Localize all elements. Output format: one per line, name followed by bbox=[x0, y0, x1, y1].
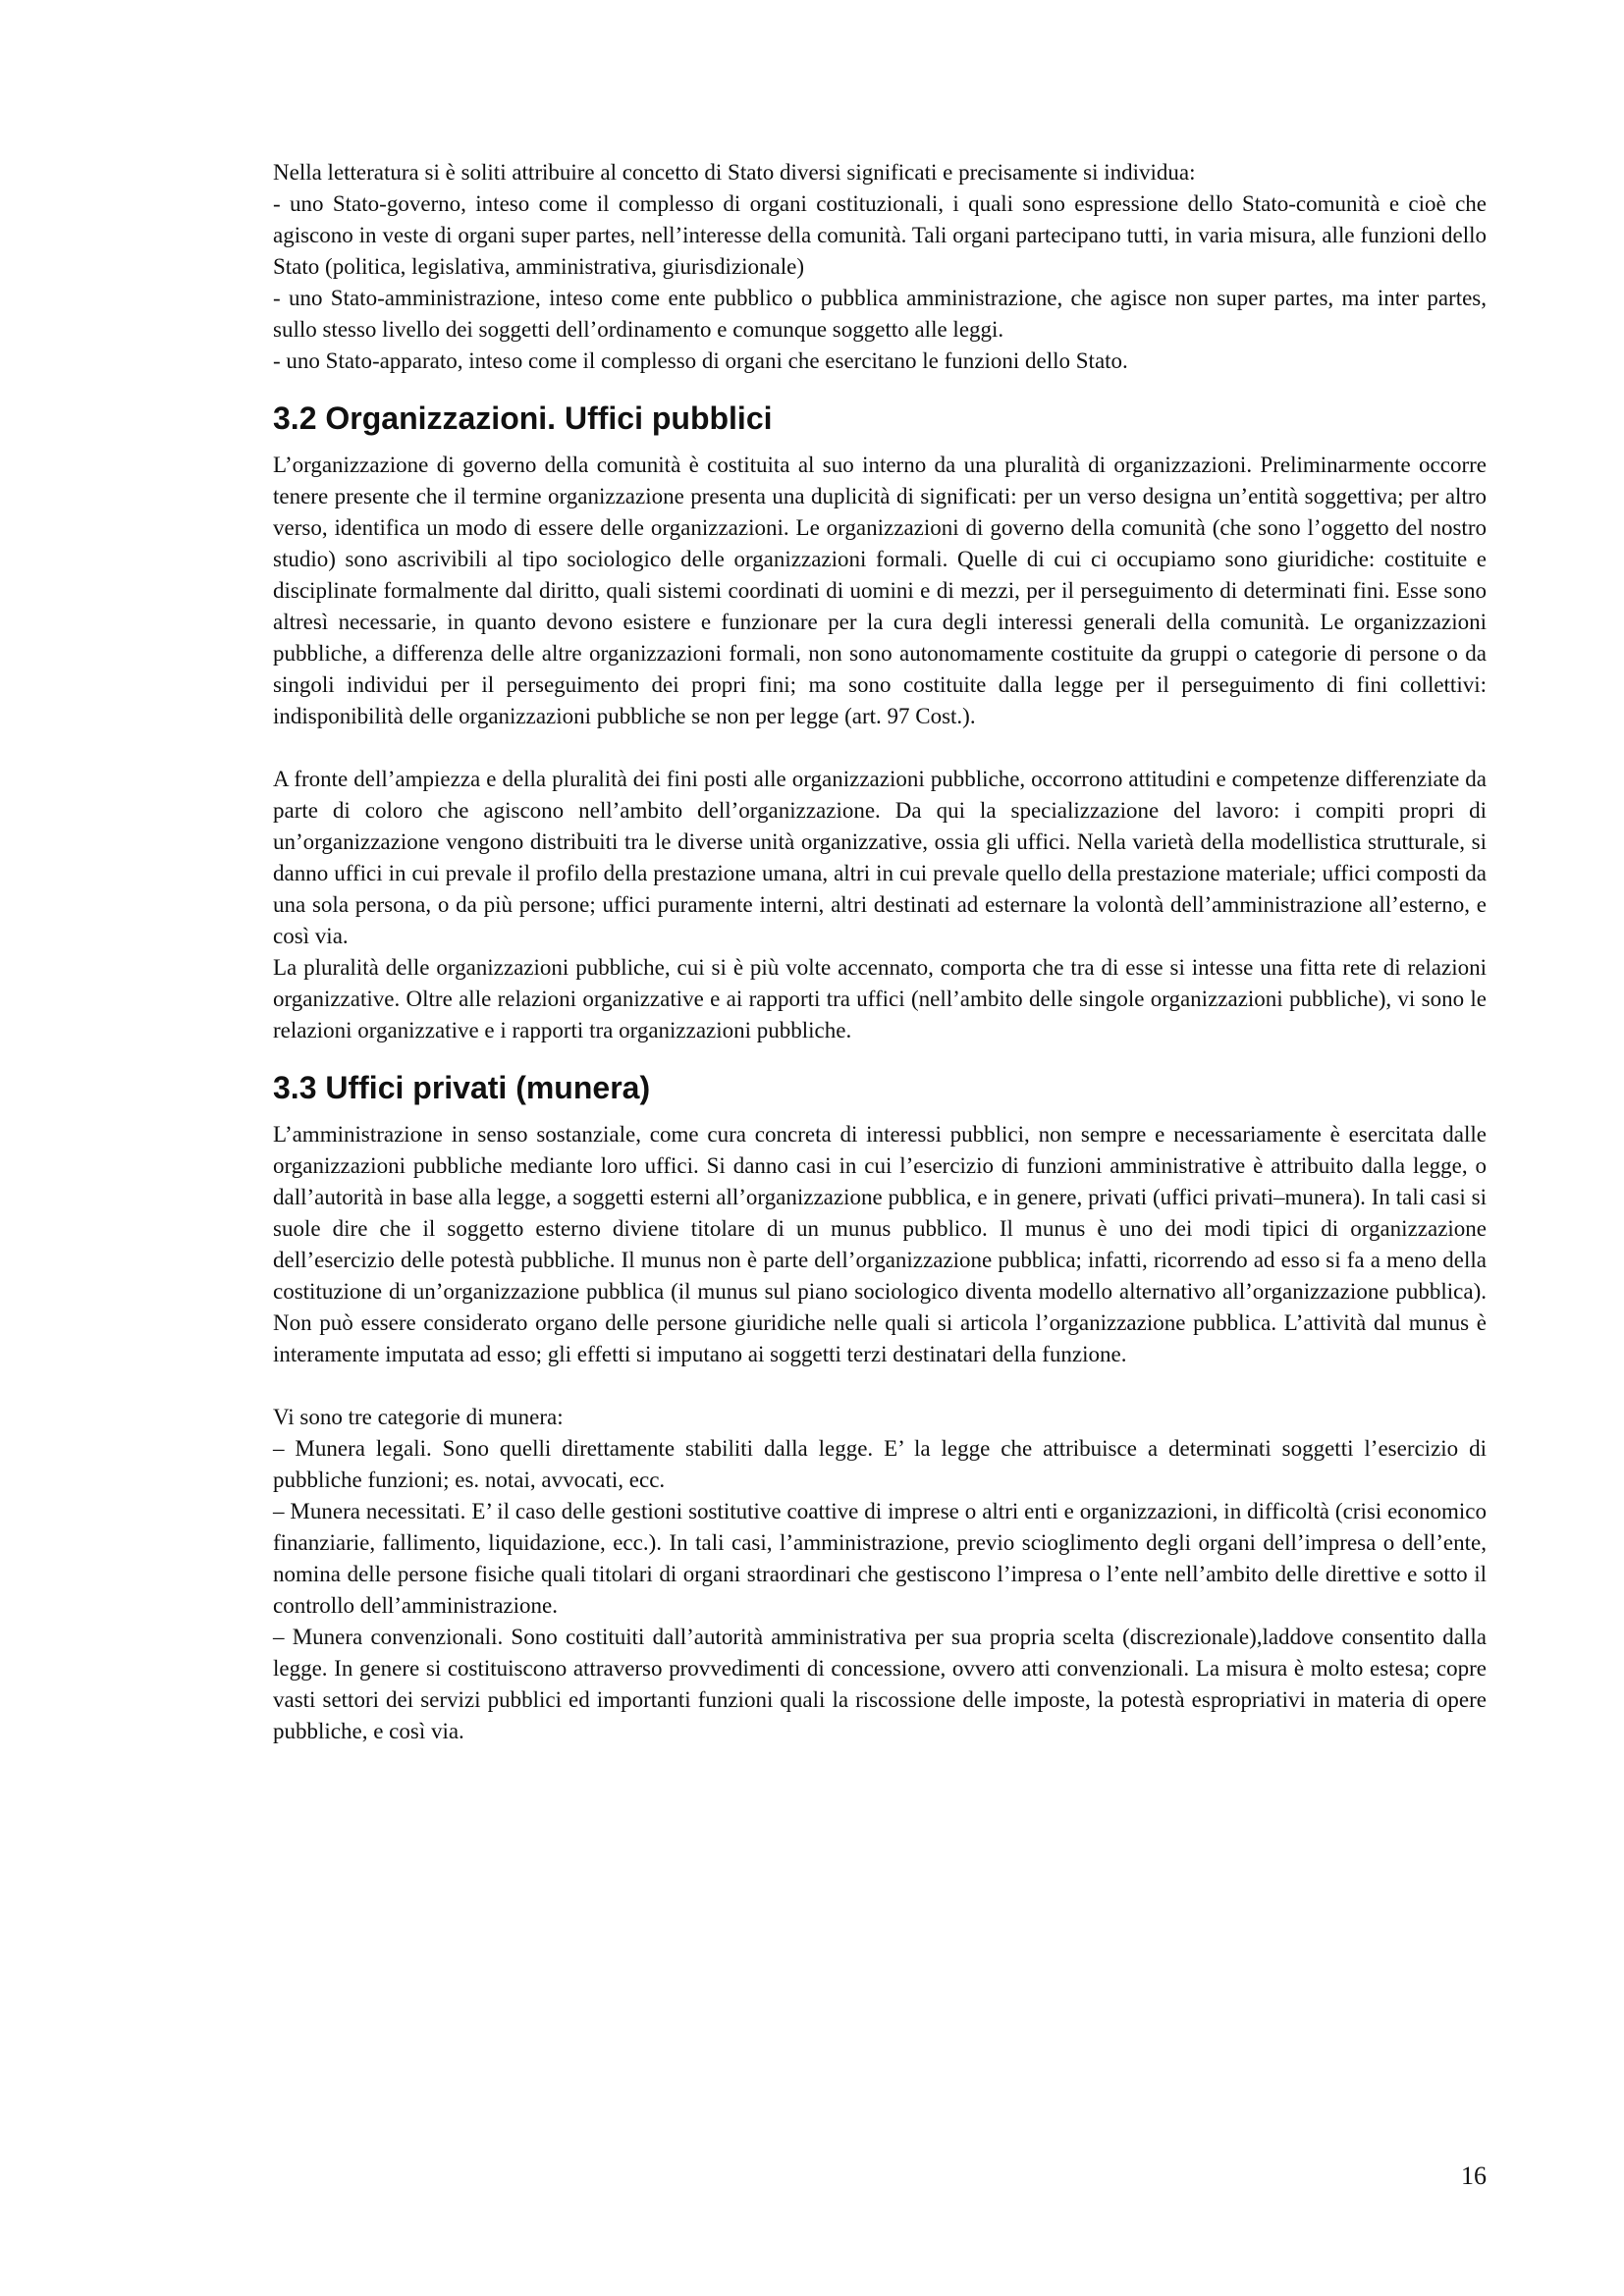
document-page bbox=[273, 157, 1487, 1747]
section-3-2-paragraph-2: A fronte dell’ampiezza e della pluralità dei fini posti alle organizzazioni pubbliche, occorrono attitudini e competenze differenziate da parte di coloro che agiscono nell’ambito dell’organizzazione. Da qui la specializzazione del lavoro: i compiti propri di un’organizzazione vengono distribuiti tra le diverse unità organizzative, ossia gli uffici. Nella varietà della modellistica strutturale, si danno uffici in cui prevale il profilo della prestazione umana, altri in cui prevale quello della prestazione materiale; uffici composti da una sola persona, o da più persone; uffici puramente interni, altri destinati ad esternare la volontà dell’amministrazione all’esterno, e così via. bbox=[273, 767, 1487, 948]
list-item-munera-necessitati: – Munera necessitati. E’ il caso delle gestioni sostitutive coattive di imprese o altri enti e organizzazioni, in difficoltà (crisi economico finanziarie, fallimento, liquidazione, ecc.). In tali casi, l’amministrazione, previo scioglimento degli organi dell’impresa o dell’ente, nomina delle persone fisiche quali titolari di organi straordinari che gestiscono l’impresa o l’ente nell’ambito delle direttive e sotto il controllo dell’amministrazione. bbox=[273, 1499, 1487, 1618]
paragraph-spacer bbox=[273, 1370, 1487, 1402]
intro-list-item-stato-apparato: - uno Stato-apparato, inteso come il complesso di organi che esercitano le funzioni dello Stato. bbox=[273, 348, 1128, 373]
intro-paragraph: Nella letteratura si è soliti attribuire al concetto di Stato diversi significati e precisamente si individua: bbox=[273, 160, 1196, 185]
list-item-munera-convenzionali: – Munera convenzionali. Sono costituiti dall’autorità amministrativa per sua propria scelta (discrezionale),laddove consentito dalla legge. In genere si costituiscono attraverso provvedimenti di concessione, ovvero atti convenzionali. La misura è molto estesa; copre vasti settori dei servizi pubblici ed importanti funzioni quali la riscossione delle imposte, la potestà espropriativi in materia di opere pubbliche, e così via. bbox=[273, 1625, 1487, 1743]
intro-list-item-stato-governo: - uno Stato-governo, inteso come il complesso di organi costituzionali, i quali sono espressione dello Stato-comunità e cioè che agiscono in veste di organi super partes, nell’interesse della comunità. Tali organi partecipano tutti, in varia misura, alle funzioni dello Stato (politica, legislativa, amministrativa, giurisdizionale) bbox=[273, 191, 1487, 279]
list-item-munera-legali: – Munera legali. Sono quelli direttamente stabiliti dalla legge. E’ la legge che attribuisce a determinati soggetti l’esercizio di pubbliche funzioni; es. notai, avvocati, ecc. bbox=[273, 1436, 1487, 1492]
section-3-2-paragraph-3: La pluralità delle organizzazioni pubbliche, cui si è più volte accennato, comporta che tra di esse si intesse una fitta rete di relazioni organizzative. Oltre alle relazioni organizzative e ai rapporti tra uffici (nell’ambito delle singole organizzazioni pubbliche), vi sono le relazioni organizzative e i rapporti tra organizzazioni pubbliche. bbox=[273, 955, 1487, 1042]
section-3-3-list-intro: Vi sono tre categorie di munera: bbox=[273, 1405, 564, 1429]
section-3-3-paragraph-1: L’amministrazione in senso sostanziale, come cura concreta di interessi pubblici, non sempre e necessariamente è esercitata dalle organizzazioni pubbliche mediante loro uffici. Si danno casi in cui l’esercizio di funzioni amministrative è attribuito dalla legge, o dall’autorità in base alla legge, a soggetti esterni all’organizzazione pubblica, e in genere, privati (uffici privati–munera). In tali casi si suole dire che il soggetto esterno diviene titolare di un munus pubblico. Il munus è uno dei modi tipici di organizzazione dell’esercizio delle potestà pubbliche. Il munus non è parte dell’organizzazione pubblica; infatti, ricorrendo ad esso si fa a meno della costituzione di un’organizzazione pubblica (il munus sul piano sociologico diventa modello alternativo all’organizzazione pubblica). Non può essere considerato organo delle persone giuridiche nelle quali si articola l’organizzazione pubblica. L’attività dal munus è interamente imputata ad esso; gli effetti si imputano ai soggetti terzi destinatari della funzione. bbox=[273, 1122, 1487, 1366]
section-heading-3-3: 3.3 Uffici privati (munera) bbox=[273, 1070, 651, 1105]
intro-list-item-stato-amministrazione: - uno Stato-amministrazione, inteso come ente pubblico o pubblica amministrazione, che agisce non super partes, ma inter partes, sullo stesso livello dei soggetti dell’ordinamento e comunque soggetto alle leggi. bbox=[273, 286, 1487, 342]
page-number: 16 bbox=[1461, 2162, 1487, 2190]
section-3-2-paragraph-1: L’organizzazione di governo della comunità è costituita al suo interno da una pluralità di organizzazioni. Preliminarmente occorre tenere presente che il termine organizzazione presenta una duplicità di significati: per un verso designa un’entità soggettiva; per altro verso, identifica un modo di essere delle organizzazioni. Le organizzazioni di governo della comunità (che sono l’oggetto del nostro studio) sono ascrivibili al tipo sociologico delle organizzazioni formali. Quelle di cui ci occupiamo sono giuridiche: costituite e disciplinate formalmente dal diritto, quali sistemi coordinati di uomini e di mezzi, per il perseguimento di determinati fini. Esse sono altresì necessarie, in quanto devono esistere e funzionare per la cura degli interessi generali della comunità. Le organizzazioni pubbliche, a differenza delle altre organizzazioni formali, non sono autonomamente costituite da gruppi o categorie di persone o da singoli individui per il perseguimento dei propri fini; ma sono costituite dalla legge per il perseguimento di fini collettivi: indisponibilità delle organizzazioni pubbliche se non per legge (art. 97 Cost.). bbox=[273, 453, 1487, 728]
paragraph-spacer bbox=[273, 732, 1487, 764]
section-heading-3-2: 3.2 Organizzazioni. Uffici pubblici bbox=[273, 400, 773, 436]
